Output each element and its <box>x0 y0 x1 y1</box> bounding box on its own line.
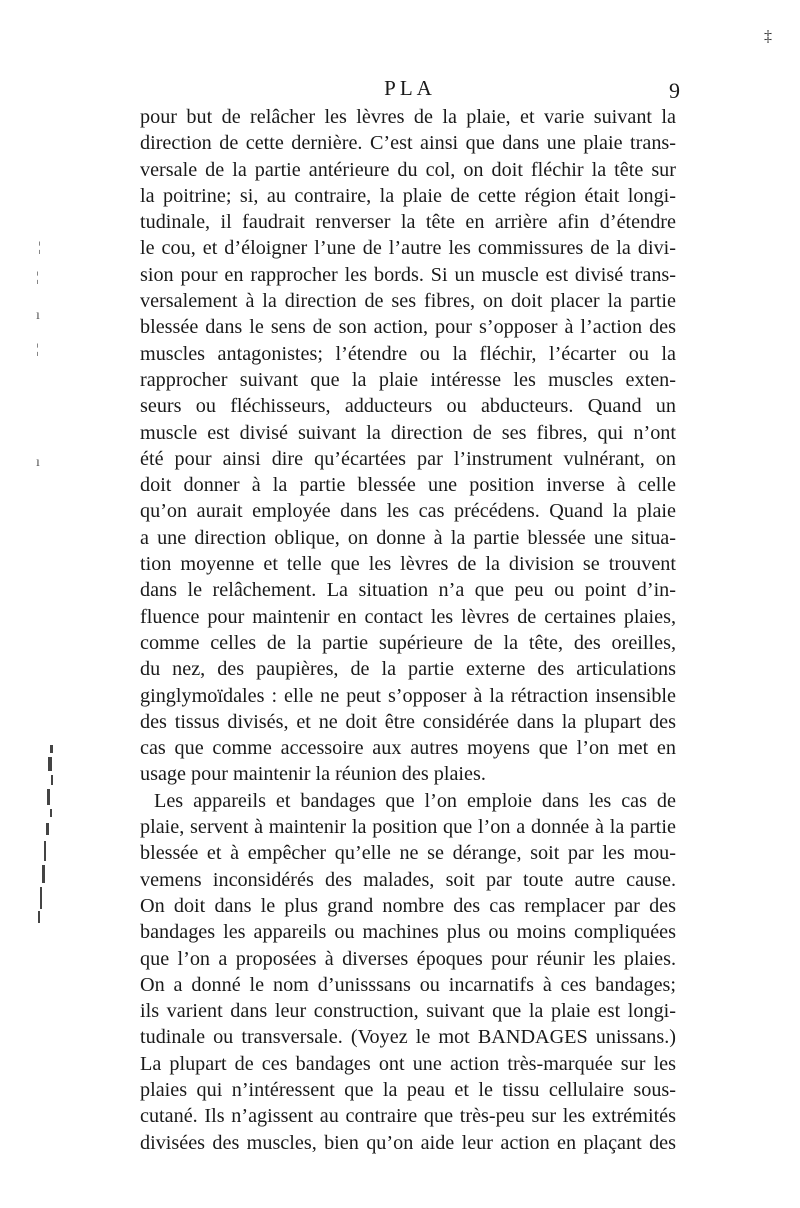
text-line: comme celles de la partie supérieure de la tête, des oreilles, <box>140 631 676 654</box>
text-line: fluence pour maintenir en contact les lèvres de certaines plaies, <box>140 605 676 628</box>
text-line: doit donner à la partie blessée une position inverse à celle <box>140 474 676 497</box>
text-line: muscles antagonistes; l’étendre ou la fléchir, l’écarter ou la <box>140 342 676 365</box>
text-line: plaie, servent à maintenir la position que l’on a donnée à la partie <box>140 816 676 839</box>
text-line: muscle est divisé suivant la direction de ses fibres, qui n’ont <box>140 421 676 444</box>
margin-mark: ¦ <box>36 270 39 285</box>
text-line: a une direction oblique, on donne à la partie blessée une situa- <box>140 526 676 549</box>
body-text <box>140 104 676 1156</box>
text-line: ils varient dans leur construction, suivant que la plaie est longi- <box>140 1000 676 1023</box>
margin-mark: ¦ <box>36 342 39 357</box>
text-line: La plupart de ces bandages ont une action très-marquée sur les <box>140 1052 676 1075</box>
text-line: cas que comme accessoire aux autres moyens que l’on met en <box>140 737 676 760</box>
margin-specks <box>30 745 70 925</box>
text-line: plaies qui n’intéressent que la peau et le tissu cellulaire sous- <box>140 1078 676 1101</box>
text-line: tion moyenne et telle que les lèvres de la division se trouvent <box>140 553 676 576</box>
text-line: direction de cette dernière. C’est ainsi que dans une plaie trans- <box>140 132 676 155</box>
corner-mark: ‡ <box>764 28 772 45</box>
text-line: que l’on a proposées à diverses époques pour réunir les plaies. <box>140 947 676 970</box>
paragraph <box>140 788 676 1156</box>
text-line: versalement à la direction de ses fibres, on doit placer la partie <box>140 290 676 313</box>
text-line: qu’on aurait employée dans les cas précédens. Quand la plaie <box>140 500 676 523</box>
text-line: ginglymoïdales : elle ne peut s’opposer à la rétraction insensible <box>140 684 676 707</box>
text-line: On a donné le nom d’unisssans ou incarnatifs à ces bandages; <box>140 973 676 996</box>
text-line: tudinale, il faudrait renverser la tête en arrière afin d’étendre <box>140 211 676 234</box>
paragraph <box>140 104 676 788</box>
text-line: le cou, et d’éloigner l’une de l’autre les commissures de la divi- <box>140 237 676 260</box>
text-line: blessée dans le sens de son action, pour s’opposer à l’action des <box>140 316 676 339</box>
text-line: bandages les appareils ou machines plus ou moins compliquées <box>140 921 676 944</box>
text-line: rapprocher suivant que la plaie intéresse les muscles exten- <box>140 368 676 391</box>
text-line: cutané. Ils n’agissent au contraire que très-peu sur les extrémités <box>140 1105 676 1128</box>
text-line: usage pour maintenir la réunion des plaies. <box>140 763 486 786</box>
text-line: des tissus divisés, et ne doit être considérée dans la plupart des <box>140 710 676 733</box>
text-line: sion pour en rapprocher les bords. Si un muscle est divisé trans- <box>140 263 676 286</box>
text-line: dans le relâchement. La situation n’a que peu ou point d’in- <box>140 579 676 602</box>
text-line: du nez, des paupières, de la partie externe des articulations <box>140 658 676 681</box>
text-line: la poitrine; si, au contraire, la plaie de cette région était longi- <box>140 184 676 207</box>
text-line: blessée et à empêcher qu’elle ne se dérange, soit par les mou- <box>140 842 676 865</box>
margin-mark: ı <box>36 455 40 470</box>
text-line: pour but de relâcher les lèvres de la plaie, et varie suivant la <box>140 106 676 128</box>
text-line: On doit dans le plus grand nombre des cas remplacer par des <box>140 894 676 917</box>
text-line: Les appareils et bandages que l’on emploie dans les cas de <box>154 789 676 812</box>
running-title: PLA <box>384 76 436 100</box>
text-line: seurs ou fléchisseurs, adducteurs ou abducteurs. Quand un <box>140 395 676 418</box>
text-line: vemens inconsidérés des malades, soit par toute autre cause. <box>140 868 676 891</box>
text-line: divisées des muscles, bien qu’on aide leur action en plaçant des <box>140 1131 676 1154</box>
text-line: été pour ainsi dire qu’écartées par l’instrument vulnérant, on <box>140 447 676 470</box>
text-line: tudinale ou transversale. (Voyez le mot BANDAGES unissans.) <box>140 1026 676 1049</box>
margin-mark: ı <box>36 308 40 323</box>
margin-mark: ¦ <box>38 240 41 255</box>
page-number: 9 <box>669 78 680 103</box>
running-head <box>140 74 680 104</box>
text-line: versale de la partie antérieure du col, on doit fléchir la tête sur <box>140 158 676 181</box>
